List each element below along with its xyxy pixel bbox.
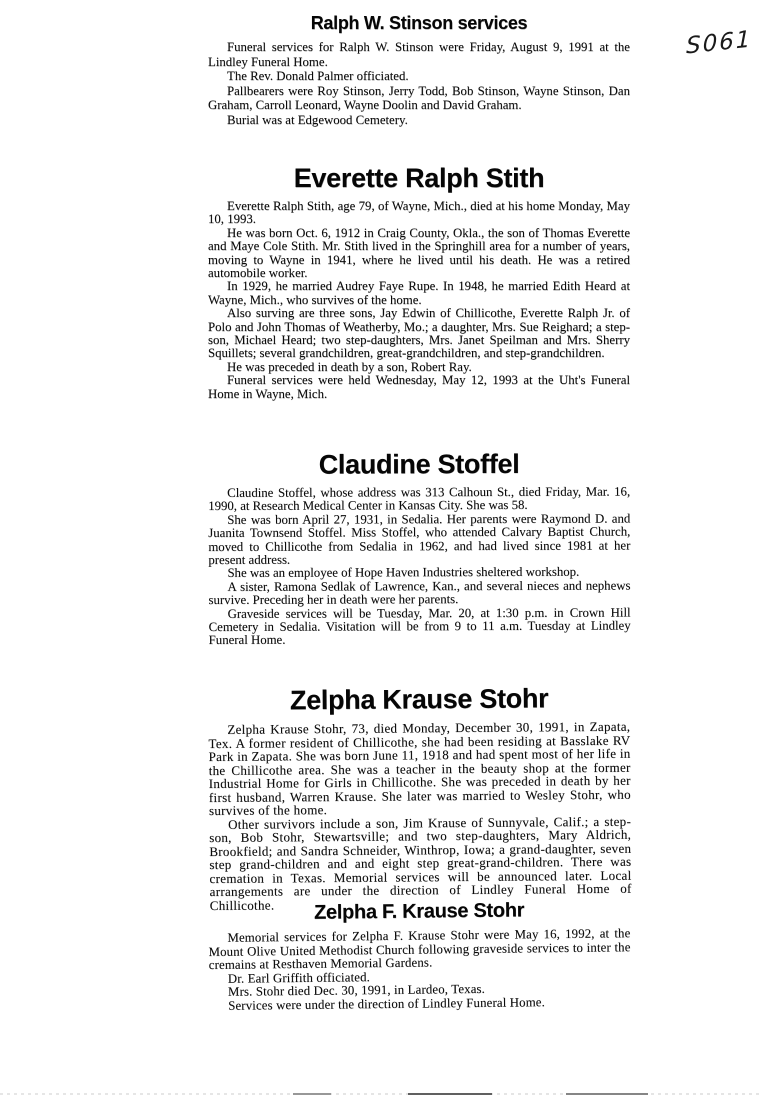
obituary-section-claudine-stoffel: [208, 449, 631, 648]
obituary-paragraph: Services were under the direction of Lindley Funeral Home.: [228, 995, 546, 1013]
obituary-paragraph: She was an employee of Hope Haven Industries sheltered workshop.: [227, 565, 580, 581]
obituary-section-zelpha-krause-stohr: [208, 683, 632, 912]
scan-artifact-line: [0, 1093, 760, 1095]
obituary-title: Ralph W. Stinson services: [310, 13, 528, 33]
obituary-paragraph: Burial was at Edgewood Cemetery.: [227, 112, 408, 127]
obituary-paragraph: In 1929, he married Audrey Faye Rupe. In 1948, he married Edith Heard at Wayne, Mich., who survives of the home.: [208, 279, 630, 307]
obituary-paragraph: The Rev. Donald Palmer officiated.: [227, 69, 409, 83]
obituary-paragraph: He was preceded in death by a son, Robert Ray.: [227, 359, 472, 374]
obituary-paragraph: Dr. Earl Griffith officiated.: [227, 969, 371, 986]
scan-artifact-segment: [566, 1093, 648, 1095]
scan-artifact-segment: [293, 1093, 331, 1095]
obituary-title: Claudine Stoffel: [318, 448, 520, 480]
obituary-section-everette-stith: [208, 163, 630, 401]
obituary-paragraph: A sister, Ramona Sedlak of Lawrence, Kan., and several nieces and nephews survive. Preceding her in death were her parents.: [208, 578, 631, 608]
obituary-paragraph: She was born April 27, 1931, in Sedalia. Her parents were Raymond D. and Juanita Townsend Stoffel. Miss Stoffel, who attended Calvary Baptist Church, moved to Chillicothe from Sedalia in 1962, and had lived since 1981 at her present address.: [208, 511, 631, 568]
obituary-title: Zelpha F. Krause Stohr: [313, 899, 525, 924]
obituary-paragraph: Other survivors include a son, Jim Krause of Sunnyvale, Calif.; a step-son, Bob Stohr, Stewartsville; and two step-daughters, Mary Aldrich, Brookfield; and Sandra Schneider, Winthrop, Iowa; a grand-daughter, seven step grand-children and and eight step great-grand-children. There was cremation in Texas. Memorial services will be announced later. Local arrangements are under the direction of Lindley Funeral Home of Chillicothe.: [209, 813, 632, 913]
obituary-section-zelpha-f-krause-stohr: [208, 898, 631, 1013]
obituary-paragraph: Pallbearers were Roy Stinson, Jerry Todd, Bob Stinson, Wayne Stinson, Dan Graham, Carroll Leonard, Wayne Doolin and David Graham.: [208, 83, 630, 112]
obituary-title: Everette Ralph Stith: [293, 163, 545, 193]
scan-artifact-segment: [408, 1093, 492, 1095]
obituary-paragraph: Claudine Stoffel, whose address was 313 Calhoun St., died Friday, Mar. 16, 1990, at Research Medical Center in Kansas City. She was 58.: [208, 484, 631, 514]
obituary-section-ralph-stinson: [208, 13, 630, 127]
obituary-paragraph: Also surving are three sons, Jay Edwin of Chillicothe, Everette Ralph Jr. of Polo and John Thomas of Weatherby, Mo.; a daughter, Mrs. Sue Reighard; a step-son, Michael Heard; two step-daughters, Mrs. Janet Speilman and Mrs. Sherry Squillets; several grandchildren, great-grandchildren, and step-grandchildren.: [208, 306, 630, 361]
obituary-paragraph: Graveside services will be Tuesday, Mar. 20, at 1:30 p.m. in Crown Hill Cemetery in Sedalia. Visitation will be from 9 to 11 a.m. Tuesday at Lindley Funeral Home.: [208, 605, 631, 648]
obituary-paragraph: Everette Ralph Stith, age 79, of Wayne, Mich., died at his home Monday, May 10, 1993.: [208, 199, 630, 227]
handwritten-archive-number: S061: [686, 26, 753, 60]
obituary-paragraph: He was born Oct. 6, 1912 in Craig County, Okla., the son of Thomas Everette and Maye Cole Stith. Mr. Stith lived in the Springhill area for a number of years, moving to Wayne in 1941, where he lived until his death. He was a retired automobile worker.: [208, 225, 630, 281]
obituary-title: Zelpha Krause Stohr: [289, 683, 549, 716]
obituary-paragraph: Funeral services were held Wednesday, May 12, 1993 at the Uht's Funeral Home in Wayne, Mich.: [208, 373, 630, 401]
obituary-paragraph: Funeral services for Ralph W. Stinson were Friday, August 9, 1991 at the Lindley Funeral Home.: [208, 40, 630, 69]
obituary-paragraph: Memorial services for Zelpha F. Krause Stohr were May 16, 1992, at the Mount Olive United Methodist Church following graveside services to inter the cremains at Resthaven Memorial Gardens.: [208, 926, 631, 973]
obituary-paragraph: Mrs. Stohr died Dec. 30, 1991, in Lardeo, Texas.: [227, 982, 486, 1000]
obituary-paragraph: Zelpha Krause Stohr, 73, died Monday, December 30, 1991, in Zapata, Tex. A former resident of Chillicothe, she had been residing at Basslake RV Park in Zapata. She was born June 11, 1918 and had spent most of her life in the Chillicothe area. She was a teacher in the beauty shop at the former Industrial Home for Girls in Chillicothe. She was preceded in death by her first husband, Warren Krause. She later was married to Wesley Stohr, who survives of the home.: [208, 718, 631, 818]
